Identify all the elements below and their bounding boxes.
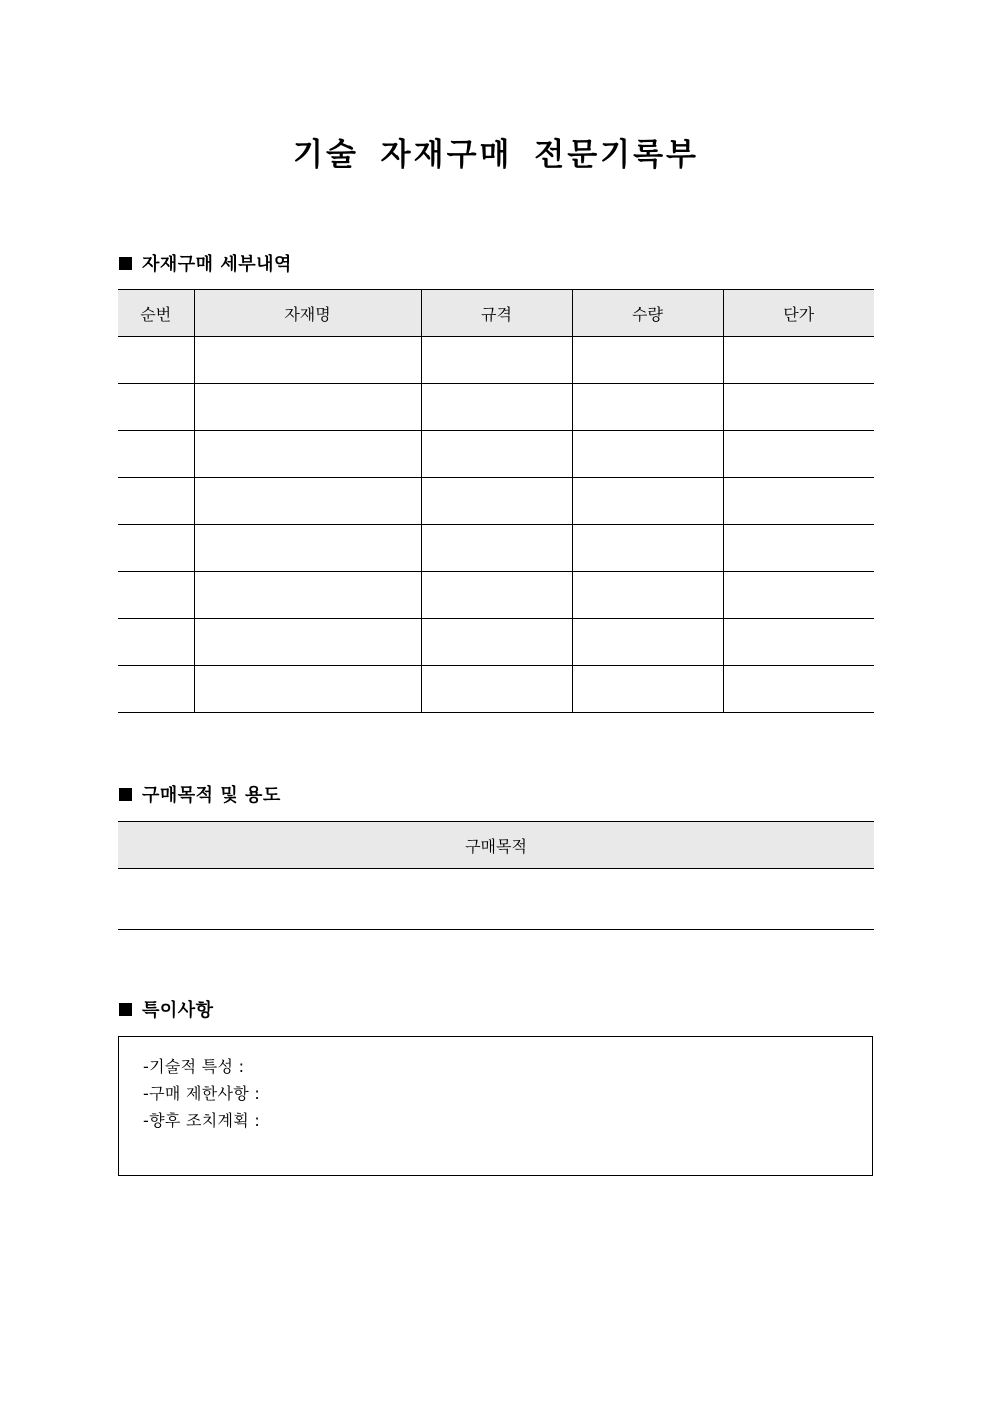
- section-heading-label: 자재구매 세부내역: [142, 254, 292, 275]
- quantity-cell[interactable]: [572, 666, 723, 713]
- spec-cell[interactable]: [421, 384, 572, 431]
- spec-cell[interactable]: [421, 478, 572, 525]
- unit-price-cell[interactable]: [723, 337, 874, 384]
- spec-cell[interactable]: [421, 619, 572, 666]
- column-header-quantity: 수량: [572, 290, 723, 337]
- square-bullet-icon: [119, 257, 132, 270]
- section-heading-purpose: [119, 784, 281, 808]
- section-heading-details: [119, 253, 292, 277]
- unit-price-cell[interactable]: [723, 619, 874, 666]
- quantity-cell[interactable]: [572, 337, 723, 384]
- column-header-purpose: 구매목적: [118, 822, 874, 869]
- notes-box[interactable]: [118, 1036, 873, 1176]
- material-name-cell[interactable]: [194, 619, 421, 666]
- unit-price-cell[interactable]: [723, 666, 874, 713]
- section-heading-notes: [119, 999, 214, 1023]
- table-row: [118, 572, 874, 619]
- column-header-material-name: 자재명: [194, 290, 421, 337]
- seq-cell[interactable]: [118, 478, 194, 525]
- unit-price-cell[interactable]: [723, 478, 874, 525]
- seq-cell[interactable]: [118, 619, 194, 666]
- seq-cell[interactable]: [118, 525, 194, 572]
- quantity-cell[interactable]: [572, 619, 723, 666]
- unit-price-cell[interactable]: [723, 572, 874, 619]
- square-bullet-icon: [119, 1003, 132, 1016]
- square-bullet-icon: [119, 788, 132, 801]
- seq-cell[interactable]: [118, 572, 194, 619]
- table-header-row: [118, 822, 874, 869]
- purpose-cell[interactable]: [118, 869, 874, 930]
- quantity-cell[interactable]: [572, 572, 723, 619]
- table-row: [118, 431, 874, 478]
- material-name-cell[interactable]: [194, 431, 421, 478]
- material-name-cell[interactable]: [194, 337, 421, 384]
- column-header-spec: 규격: [421, 290, 572, 337]
- material-details-table: [118, 289, 874, 713]
- spec-cell[interactable]: [421, 572, 572, 619]
- spec-cell[interactable]: [421, 666, 572, 713]
- spec-cell[interactable]: [421, 431, 572, 478]
- quantity-cell[interactable]: [572, 384, 723, 431]
- purpose-table: [118, 821, 874, 930]
- table-body: [118, 337, 874, 713]
- spec-cell[interactable]: [421, 337, 572, 384]
- table-row: [118, 869, 874, 930]
- note-purchase-restrictions: -구매 제한사항 :: [143, 1084, 261, 1103]
- material-name-cell[interactable]: [194, 478, 421, 525]
- seq-cell[interactable]: [118, 431, 194, 478]
- seq-cell[interactable]: [118, 666, 194, 713]
- material-name-cell[interactable]: [194, 384, 421, 431]
- column-header-seq: 순번: [118, 290, 194, 337]
- table-row: [118, 525, 874, 572]
- section-heading-label: 구매목적 및 용도: [142, 785, 281, 806]
- unit-price-cell[interactable]: [723, 431, 874, 478]
- quantity-cell[interactable]: [572, 478, 723, 525]
- section-heading-label: 특이사항: [142, 1000, 214, 1021]
- spec-cell[interactable]: [421, 525, 572, 572]
- unit-price-cell[interactable]: [723, 525, 874, 572]
- table-row: [118, 337, 874, 384]
- table-row: [118, 478, 874, 525]
- table-header-row: [118, 290, 874, 337]
- unit-price-cell[interactable]: [723, 384, 874, 431]
- table-row: [118, 619, 874, 666]
- material-name-cell[interactable]: [194, 572, 421, 619]
- seq-cell[interactable]: [118, 384, 194, 431]
- material-name-cell[interactable]: [194, 666, 421, 713]
- table-row: [118, 666, 874, 713]
- column-header-unit-price: 단가: [723, 290, 874, 337]
- note-future-action-plan: -향후 조치계획 :: [143, 1111, 261, 1130]
- seq-cell[interactable]: [118, 337, 194, 384]
- quantity-cell[interactable]: [572, 525, 723, 572]
- page-title: 기술 자재구매 전문기록부: [293, 137, 699, 173]
- quantity-cell[interactable]: [572, 431, 723, 478]
- material-name-cell[interactable]: [194, 525, 421, 572]
- note-technical-characteristics: -기술적 특성 :: [143, 1057, 245, 1076]
- table-row: [118, 384, 874, 431]
